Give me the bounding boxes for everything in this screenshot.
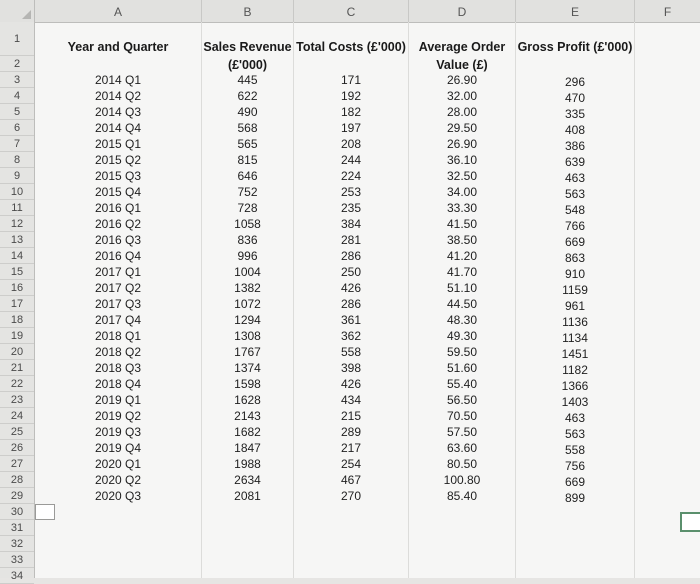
row-header-24[interactable]: 24	[0, 408, 34, 424]
cell-total-costs[interactable]: 254	[340, 457, 362, 471]
cell-average-order-value[interactable]: 63.60	[446, 441, 478, 455]
cell-average-order-value[interactable]: 36.10	[446, 153, 478, 167]
cell-total-costs[interactable]: 235	[340, 201, 362, 215]
cell-average-order-value[interactable]: 51.10	[446, 281, 478, 295]
cell-total-costs[interactable]: 398	[340, 361, 362, 375]
header-average-order-line1: Average Order	[418, 40, 506, 54]
cell-sales-revenue[interactable]: 752	[237, 185, 258, 199]
cell-average-order-value[interactable]: 28.00	[446, 105, 478, 119]
cell-year-quarter[interactable]: 2019 Q3	[94, 425, 142, 439]
cell-year-quarter[interactable]: 2015 Q4	[94, 185, 142, 199]
header-average-order-line2: Value (£)	[436, 58, 488, 72]
cell-year-quarter[interactable]: 2015 Q1	[94, 137, 142, 151]
cell-total-costs[interactable]: 208	[340, 137, 362, 151]
cell-total-costs[interactable]: 289	[340, 425, 362, 439]
row-header-11[interactable]: 11	[0, 200, 34, 216]
cell-gross-profit[interactable]: 386	[564, 139, 586, 153]
cell-total-costs[interactable]: 270	[340, 489, 362, 503]
cell-year-quarter[interactable]: 2017 Q4	[94, 313, 142, 327]
cell-average-order-value[interactable]: 26.90	[446, 137, 478, 151]
row-header-32[interactable]: 32	[0, 536, 34, 552]
cell-gross-profit[interactable]: 1134	[562, 331, 588, 345]
cell-sales-revenue[interactable]: 1058	[234, 217, 261, 231]
row-header-1[interactable]: 1	[0, 22, 34, 56]
column-header-f[interactable]: F	[663, 5, 672, 19]
cell-gross-profit[interactable]: 296	[564, 75, 586, 89]
column-header-c[interactable]: C	[294, 0, 409, 22]
cell-sales-revenue[interactable]: 1682	[234, 425, 261, 439]
cell-average-order-value[interactable]: 32.00	[446, 89, 478, 103]
cell-gross-profit[interactable]: 766	[564, 219, 586, 233]
column-header-bar	[0, 0, 700, 23]
cell-average-order-value[interactable]: 49.30	[446, 329, 478, 343]
row-header-22[interactable]: 22	[0, 376, 34, 392]
cell-year-quarter[interactable]: 2020 Q1	[94, 457, 142, 471]
cell-total-costs[interactable]: 426	[340, 281, 362, 295]
cell-gross-profit[interactable]: 756	[564, 459, 586, 473]
cell-gross-profit[interactable]: 1182	[562, 363, 588, 377]
cell-year-quarter[interactable]: 2016 Q1	[94, 201, 142, 215]
cell-total-costs[interactable]: 362	[340, 329, 362, 343]
cell-sales-revenue[interactable]: 1767	[234, 345, 261, 359]
column-header-e[interactable]: E	[516, 0, 635, 22]
cell-total-costs[interactable]: 215	[340, 409, 362, 423]
cell-gross-profit[interactable]: 863	[564, 251, 586, 265]
cell-total-costs[interactable]: 192	[340, 89, 362, 103]
cell-sales-revenue[interactable]: 1847	[234, 441, 261, 455]
cell-average-order-value[interactable]: 56.50	[446, 393, 478, 407]
select-all-corner[interactable]	[0, 0, 35, 22]
cell-sales-revenue[interactable]: 565	[237, 137, 258, 151]
cell-year-quarter[interactable]: 2017 Q2	[94, 281, 142, 295]
cell-average-order-value[interactable]: 59.50	[446, 345, 478, 359]
cell-gross-profit[interactable]: 899	[564, 491, 586, 505]
cell-gross-profit[interactable]: 463	[564, 171, 586, 185]
cell-average-order-value[interactable]: 57.50	[446, 425, 478, 439]
row-header-28[interactable]: 28	[0, 472, 34, 488]
cell-sales-revenue[interactable]: 1382	[234, 281, 261, 295]
cell-total-costs[interactable]: 224	[340, 169, 362, 183]
cell-total-costs[interactable]: 250	[340, 265, 362, 279]
cell-total-costs[interactable]: 281	[340, 233, 362, 247]
column-header-d[interactable]: D	[409, 0, 516, 22]
cell-year-quarter[interactable]: 2019 Q4	[94, 441, 142, 455]
cell-average-order-value[interactable]: 44.50	[446, 297, 478, 311]
header-total-costs: Total Costs (£'000)	[296, 40, 406, 54]
cell-sales-revenue[interactable]: 836	[237, 233, 258, 247]
cell-total-costs[interactable]: 171	[340, 73, 362, 87]
cell-average-order-value[interactable]: 41.20	[446, 249, 478, 263]
cell-gross-profit[interactable]: 669	[564, 235, 586, 249]
cell-gross-profit[interactable]: 1159	[562, 283, 588, 297]
cell-year-quarter[interactable]: 2018 Q1	[94, 329, 142, 343]
cell-year-quarter[interactable]: 2015 Q3	[94, 169, 142, 183]
cell-sales-revenue[interactable]: 1374	[234, 361, 261, 375]
row-header-26[interactable]: 26	[0, 440, 34, 456]
cell-year-quarter[interactable]: 2018 Q2	[94, 345, 142, 359]
cell-gross-profit[interactable]: 463	[564, 411, 586, 425]
cell-sales-revenue[interactable]: 1988	[234, 457, 261, 471]
cell-total-costs[interactable]: 467	[340, 473, 362, 487]
cell-sales-revenue[interactable]: 1072	[234, 297, 261, 311]
cell-average-order-value[interactable]: 80.50	[446, 457, 478, 471]
cell-average-order-value[interactable]: 34.00	[446, 185, 478, 199]
cell-average-order-value[interactable]: 100.80	[443, 473, 481, 487]
column-header-a[interactable]: A	[35, 0, 202, 22]
cell-sales-revenue[interactable]: 1628	[234, 393, 261, 407]
cell-gross-profit[interactable]: 1366	[561, 379, 589, 393]
cell-average-order-value[interactable]: 33.30	[446, 201, 478, 215]
row-header-15[interactable]: 15	[0, 264, 34, 280]
row-header-21[interactable]: 21	[0, 360, 34, 376]
cell-gross-profit[interactable]: 910	[564, 267, 586, 281]
header-year-quarter: Year and Quarter	[67, 40, 169, 54]
cell-sales-revenue[interactable]: 1004	[234, 265, 261, 279]
cell-total-costs[interactable]: 244	[340, 153, 362, 167]
cell-year-quarter[interactable]: 2015 Q2	[94, 153, 142, 167]
cell-average-order-value[interactable]: 41.50	[446, 217, 478, 231]
cell-sales-revenue[interactable]: 646	[237, 169, 258, 183]
active-cell-indicator[interactable]	[680, 512, 700, 532]
row-header-19[interactable]: 19	[0, 328, 34, 344]
row-header-31[interactable]: 31	[0, 520, 34, 536]
cell-gross-profit[interactable]: 1451	[561, 347, 589, 361]
row-header-6[interactable]: 6	[0, 120, 34, 136]
cell-total-costs[interactable]: 197	[340, 121, 362, 135]
row-header-34[interactable]: 34	[0, 568, 34, 584]
cell-sales-revenue[interactable]: 728	[237, 201, 258, 215]
row-header-29[interactable]: 29	[0, 488, 34, 504]
cell-average-order-value[interactable]: 38.50	[446, 233, 478, 247]
cell-sales-revenue[interactable]: 622	[237, 89, 258, 103]
cell-total-costs[interactable]: 286	[340, 249, 362, 263]
cell-gross-profit[interactable]: 470	[564, 91, 586, 105]
cell-year-quarter[interactable]: 2017 Q3	[94, 297, 142, 311]
header-sales-revenue-line2: (£'000)	[227, 58, 268, 72]
cell-sales-revenue[interactable]: 490	[237, 105, 258, 119]
cell-gross-profit[interactable]: 558	[564, 443, 586, 457]
cell-gross-profit[interactable]: 563	[564, 187, 586, 201]
row-header-8[interactable]: 8	[0, 152, 34, 168]
cell-year-quarter[interactable]: 2019 Q1	[94, 393, 142, 407]
cell-sales-revenue[interactable]: 815	[237, 153, 258, 167]
header-gross-profit: Gross Profit (£'000)	[517, 40, 633, 54]
cell-total-costs[interactable]: 426	[340, 377, 362, 391]
cell-gross-profit[interactable]: 961	[564, 299, 586, 313]
row-header-9[interactable]: 9	[0, 168, 34, 184]
cell-gross-profit[interactable]: 669	[564, 475, 586, 489]
cell-year-quarter[interactable]: 2016 Q2	[94, 217, 142, 231]
cell-sales-revenue[interactable]: 1598	[234, 377, 261, 391]
cell-year-quarter[interactable]: 2018 Q3	[94, 361, 142, 375]
cell-total-costs[interactable]: 361	[340, 313, 362, 327]
cell-average-order-value[interactable]: 51.60	[446, 361, 478, 375]
cell-gross-profit[interactable]: 408	[564, 123, 586, 137]
cell-year-quarter[interactable]: 2018 Q4	[94, 377, 142, 391]
row-header-33[interactable]: 33	[0, 552, 34, 568]
cell-average-order-value[interactable]: 70.50	[446, 409, 478, 423]
cell-average-order-value[interactable]: 85.40	[446, 489, 478, 503]
cell-total-costs[interactable]: 434	[340, 393, 362, 407]
cell-average-order-value[interactable]: 48.30	[446, 313, 478, 327]
row-header-12[interactable]: 12	[0, 216, 34, 232]
cell-total-costs[interactable]: 384	[340, 217, 362, 231]
cell-sales-revenue[interactable]: 996	[237, 249, 258, 263]
row-header-3[interactable]: 3	[0, 72, 34, 88]
cell-sales-revenue[interactable]: 568	[237, 121, 258, 135]
cell-total-costs[interactable]: 558	[340, 345, 362, 359]
cell-sales-revenue[interactable]: 2634	[234, 473, 261, 487]
cell-year-quarter[interactable]: 2014 Q2	[94, 89, 142, 103]
cell-gross-profit[interactable]: 639	[564, 155, 586, 169]
select-all-triangle-icon	[22, 10, 31, 19]
cell-year-quarter[interactable]: 2019 Q2	[94, 409, 142, 423]
cell-average-order-value[interactable]: 41.70	[446, 265, 478, 279]
row-header-30[interactable]: 30	[0, 504, 34, 520]
row-header-5[interactable]: 5	[0, 104, 34, 120]
cell-sales-revenue[interactable]: 2081	[234, 489, 261, 503]
cell-gross-profit[interactable]: 548	[564, 203, 586, 217]
row-header-14[interactable]: 14	[0, 248, 34, 264]
row-header-18[interactable]: 18	[0, 312, 34, 328]
cell-year-quarter[interactable]: 2014 Q3	[94, 105, 142, 119]
row-header-10[interactable]: 10	[0, 184, 34, 200]
row-header-27[interactable]: 27	[0, 456, 34, 472]
row-header-4[interactable]: 4	[0, 88, 34, 104]
cell-year-quarter[interactable]: 2017 Q1	[94, 265, 142, 279]
row-header-23[interactable]: 23	[0, 392, 34, 408]
cell-sales-revenue[interactable]: 445	[237, 73, 258, 87]
header-sales-revenue-line1: Sales Revenue	[203, 40, 292, 54]
cell-gross-profit[interactable]: 1403	[561, 395, 589, 409]
cell-gross-profit[interactable]: 563	[564, 427, 586, 441]
cell-sales-revenue[interactable]: 1308	[234, 329, 261, 343]
row-header-17[interactable]: 17	[0, 296, 34, 312]
cell-year-quarter[interactable]: 2014 Q1	[94, 73, 142, 87]
cell-average-order-value[interactable]: 26.90	[446, 73, 478, 87]
row-header-16[interactable]: 16	[0, 280, 34, 296]
row-header-2[interactable]: 2	[0, 56, 34, 72]
column-header-b[interactable]: B	[202, 0, 294, 22]
gridline	[634, 22, 635, 578]
row-header-20[interactable]: 20	[0, 344, 34, 360]
cell-year-quarter[interactable]: 2014 Q4	[94, 121, 142, 135]
cell-year-quarter[interactable]: 2016 Q4	[94, 249, 142, 263]
cell-average-order-value[interactable]: 32.50	[446, 169, 478, 183]
cell-year-quarter[interactable]: 2016 Q3	[94, 233, 142, 247]
row-header-25[interactable]: 25	[0, 424, 34, 440]
cell-year-quarter[interactable]: 2020 Q2	[94, 473, 142, 487]
cell-average-order-value[interactable]: 29.50	[446, 121, 478, 135]
cell-total-costs[interactable]: 182	[340, 105, 362, 119]
cell-sales-revenue[interactable]: 2143	[234, 409, 261, 423]
cell-year-quarter[interactable]: 2020 Q3	[94, 489, 142, 503]
row-header-7[interactable]: 7	[0, 136, 34, 152]
row-header-13[interactable]: 13	[0, 232, 34, 248]
cell-a30-selected[interactable]	[35, 504, 55, 520]
cell-total-costs[interactable]: 217	[340, 441, 362, 455]
cell-average-order-value[interactable]: 55.40	[446, 377, 478, 391]
cell-sales-revenue[interactable]: 1294	[234, 313, 261, 327]
cell-total-costs[interactable]: 286	[340, 297, 362, 311]
cell-gross-profit[interactable]: 335	[564, 107, 586, 121]
cell-gross-profit[interactable]: 1136	[562, 315, 588, 329]
cell-total-costs[interactable]: 253	[340, 185, 362, 199]
